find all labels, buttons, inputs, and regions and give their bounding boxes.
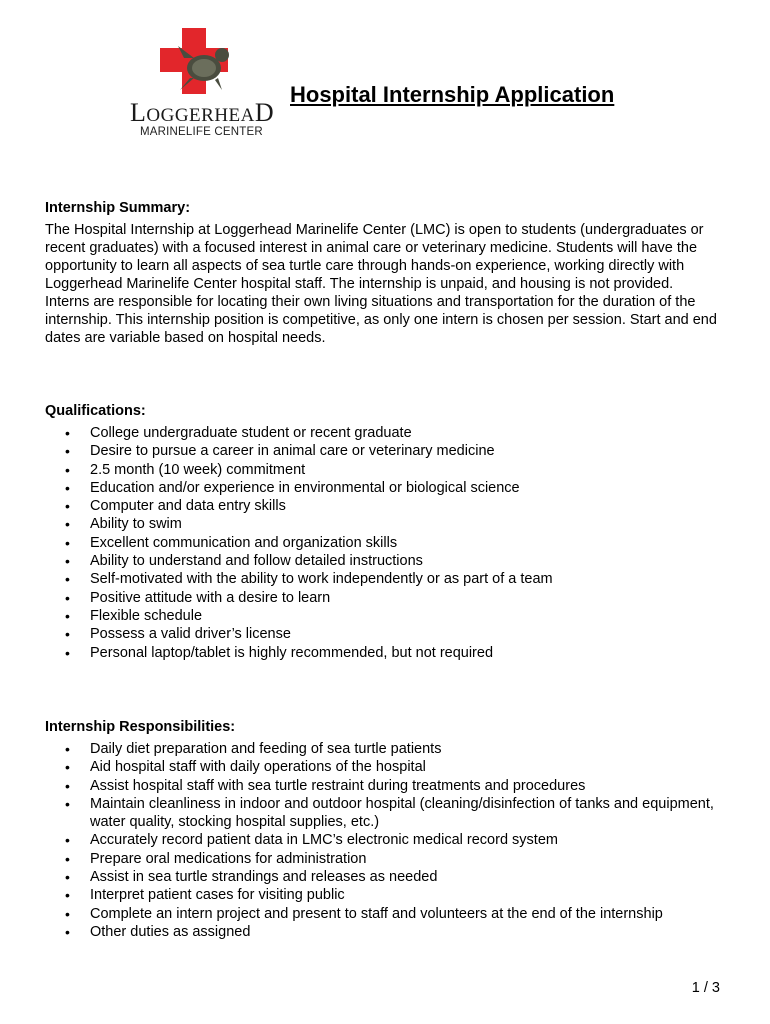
list-item: • Positive attitude with a desire to learn: [65, 589, 331, 606]
list-item: • Ability to swim: [65, 516, 182, 533]
list-item: • Excellent communication and organization skills: [65, 534, 398, 551]
responsibilities-section: [45, 718, 725, 941]
logo-wordmark: LOGGERHEAD: [130, 98, 275, 127]
qualifications-section: [45, 402, 725, 662]
list-item: • Education and/or experience in environmental or biological science: [65, 479, 520, 496]
responsibilities-heading: Internship Responsibilities:: [45, 719, 236, 735]
list-item: • Maintain cleanliness in indoor and outdoor hospital (cleaning/disinfection of tanks and equipment, water quality, stocking hospital supplies, etc.): [65, 795, 714, 831]
list-item: • 2.5 month (10 week) commitment: [65, 461, 306, 478]
list-item: • Accurately record patient data in LMC’s electronic medical record system: [65, 832, 558, 849]
logo-subtitle: MARINELIFE CENTER: [140, 126, 263, 138]
page-title: Hospital Internship Application: [290, 82, 615, 107]
list-item: • Prepare oral medications for administration: [65, 850, 367, 867]
page-number: 1 / 3: [691, 980, 720, 996]
list-item: • Interpret patient cases for visiting public: [65, 887, 345, 904]
list-item: • Daily diet preparation and feeding of sea turtle patients: [65, 741, 442, 757]
list-item: • Computer and data entry skills: [65, 498, 286, 515]
qualifications-heading: Qualifications:: [45, 403, 146, 419]
list-item: • Assist in sea turtle strandings and releases as needed: [65, 869, 438, 886]
list-item: • Self-motivated with the ability to work independently or as part of a team: [65, 571, 553, 588]
responsibilities-list: [45, 740, 725, 941]
list-item: • Ability to understand and follow detailed instructions: [65, 553, 423, 570]
list-item: • Assist hospital staff with sea turtle restraint during treatments and procedures: [65, 777, 586, 794]
list-item: • Other duties as assigned: [65, 923, 251, 940]
list-item: • Flexible schedule: [65, 607, 203, 624]
list-item: • Desire to pursue a career in animal care or veterinary medicine: [65, 443, 495, 460]
summary-section: [45, 199, 725, 347]
summary-heading: Internship Summary:: [45, 200, 191, 216]
qualifications-list: [45, 424, 725, 662]
red-cross-turtle-icon: [160, 28, 232, 96]
list-item: • Aid hospital staff with daily operations of the hospital: [65, 759, 426, 776]
loggerhead-logo: [130, 28, 280, 143]
list-item: • College undergraduate student or recent graduate: [65, 425, 412, 441]
list-item: • Possess a valid driver’s license: [65, 626, 291, 643]
summary-text: The Hospital Internship at Loggerhead Marinelife Center (LMC) is open to students (undergraduates or recent graduates) with a focused interest in animal care or veterinary medicine. Students will have the opportunity to learn all aspects of sea turtle care through hands-on experience, working directly with Loggerhead Marinelife Center hospital staff. The internship is unpaid, and housing is not provided. Interns are responsible for locating their own living situations and transportation for the duration of the internship. This internship position is competitive, as only one intern is chosen per session. Start and end dates are variable based on hospital needs.: [45, 222, 717, 346]
list-item: • Complete an intern project and present to staff and volunteers at the end of the internship: [65, 905, 663, 922]
list-item: • Personal laptop/tablet is highly recommended, but not required: [65, 644, 494, 661]
